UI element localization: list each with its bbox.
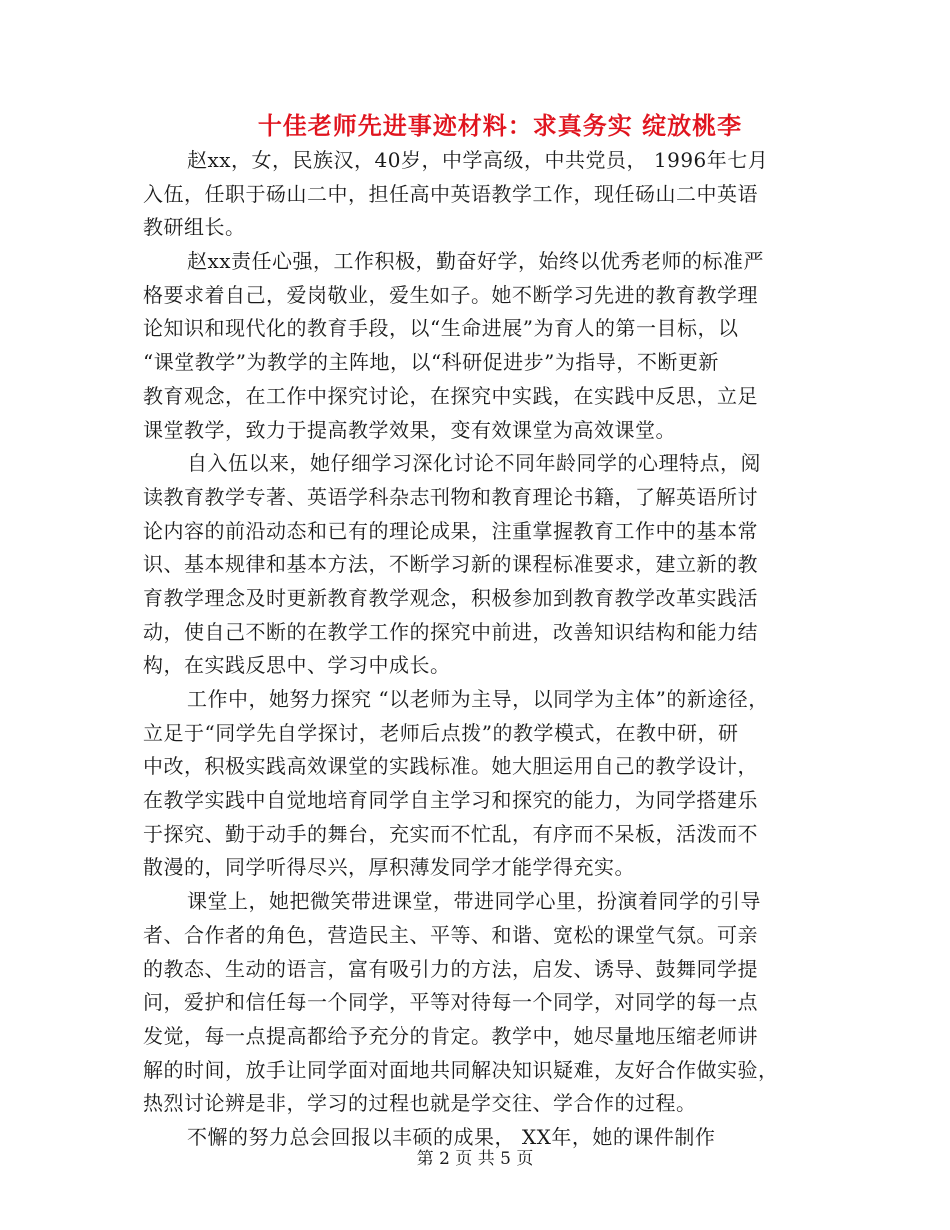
paragraph-3-line-7: 构，在实践反思中、学习中成长。 bbox=[143, 653, 451, 678]
paragraph-3-line-2: 读教育教学专著、英语学科杂志刊物和教育理论书籍，了解英语所讨 bbox=[143, 484, 758, 509]
page-footer: 第 2 页 共 5 页 bbox=[416, 1149, 534, 1169]
paragraph-4-line-1: 工作中，她努力探究 “以老师为主导，以同学为主体”的新途径， bbox=[187, 687, 769, 711]
paragraph-4-line-6: 散漫的，同学听得尽兴，厚积薄发同学才能学得充实。 bbox=[143, 855, 635, 880]
paragraph-5-line-2: 者、合作者的角色，营造民主、平等、和谐、宽松的课堂气氛。可亲 bbox=[143, 922, 758, 947]
paragraph-5-line-4: 问，爱护和信任每一个同学，平等对待每一个同学，对同学的每一点 bbox=[143, 990, 758, 1015]
document-body bbox=[143, 144, 823, 1155]
paragraph-4-line-4: 在教学实践中自觉地培育同学自主学习和探究的能力，为同学搭建乐 bbox=[143, 788, 758, 813]
paragraph-5-line-7: 热烈讨论辨是非，学习的过程也就是学交往、学合作的过程。 bbox=[143, 1091, 697, 1116]
paragraph-5-line-6: 解的时间，放手让同学面对面地共同解决知识疑难，友好合作做实验， bbox=[143, 1057, 779, 1082]
paragraph-2-line-1: 赵xx责任心强，工作积极，勤奋好学，始终以优秀老师的标准严 bbox=[187, 249, 765, 274]
paragraph-2-line-6: 课堂教学，致力于提高教学效果，变有效课堂为高效课堂。 bbox=[143, 417, 676, 442]
paragraph-6-line-1: 不懈的努力总会回报以丰硕的成果， XX年，她的课件制作 bbox=[187, 1124, 716, 1149]
paragraph-3-line-3: 论内容的前沿动态和已有的理论成果，注重掌握教育工作中的基本常 bbox=[143, 518, 758, 543]
paragraph-3-line-4: 识、基本规律和基本方法，不断学习新的课程标准要求，建立新的教 bbox=[143, 552, 758, 577]
paragraph-1-line-1: 赵xx，女，民族汉，40岁，中学高级，中共党员， 1996年七月 bbox=[187, 148, 769, 172]
paragraph-2-line-4: “课堂教学”为教学的主阵地，以“科研促进步”为指导，不断更新 bbox=[143, 350, 719, 375]
paragraph-3-line-6: 动，使自己不断的在教学工作的探究中前进，改善知识结构和能力结 bbox=[143, 619, 758, 644]
paragraph-5-line-3: 的教态、生动的语言，富有吸引力的方法，启发、诱导、鼓舞同学提 bbox=[143, 956, 758, 981]
paragraph-4-line-2: 立足于“同学先自学探讨，老师后点拨”的教学模式，在教中研，研 bbox=[143, 720, 739, 745]
paragraph-2-line-2: 格要求着自己，爱岗敬业，爱生如子。她不断学习先进的教育教学理 bbox=[143, 282, 758, 307]
paragraph-5-line-1: 课堂上，她把微笑带进课堂，带进同学心里，扮演着同学的引导 bbox=[187, 889, 761, 914]
document-title: 十佳老师先进事迹材料：求真务实 绽放桃李 bbox=[257, 111, 743, 140]
paragraph-2-line-3: 论知识和现代化的教育手段，以“生命进展”为育人的第一目标，以 bbox=[143, 316, 739, 341]
paragraph-1-line-2: 入伍，任职于砀山二中，担任高中英语教学工作，现任砀山二中英语 bbox=[143, 181, 758, 206]
paragraph-4-line-3: 中改，积极实践高效课堂的实践标准。她大胆运用自己的教学设计， bbox=[143, 754, 758, 779]
paragraph-3-line-1: 自入伍以来，她仔细学习深化讨论不同年龄同学的心理特点，阅 bbox=[187, 451, 761, 476]
paragraph-3-line-5: 育教学理念及时更新教育教学观念，积极参加到教育教学改革实践活 bbox=[143, 585, 758, 610]
paragraph-2-line-5: 教育观念，在工作中探究讨论，在探究中实践，在实践中反思，立足 bbox=[143, 383, 758, 408]
paragraph-4-line-5: 于探究、勤于动手的舞台，充实而不忙乱，有序而不呆板，活泼而不 bbox=[143, 821, 758, 846]
paragraph-5-line-5: 发觉，每一点提高都给予充分的肯定。教学中，她尽量地压缩老师讲 bbox=[143, 1023, 758, 1048]
paragraph-1-line-3: 教研组长。 bbox=[143, 215, 246, 240]
